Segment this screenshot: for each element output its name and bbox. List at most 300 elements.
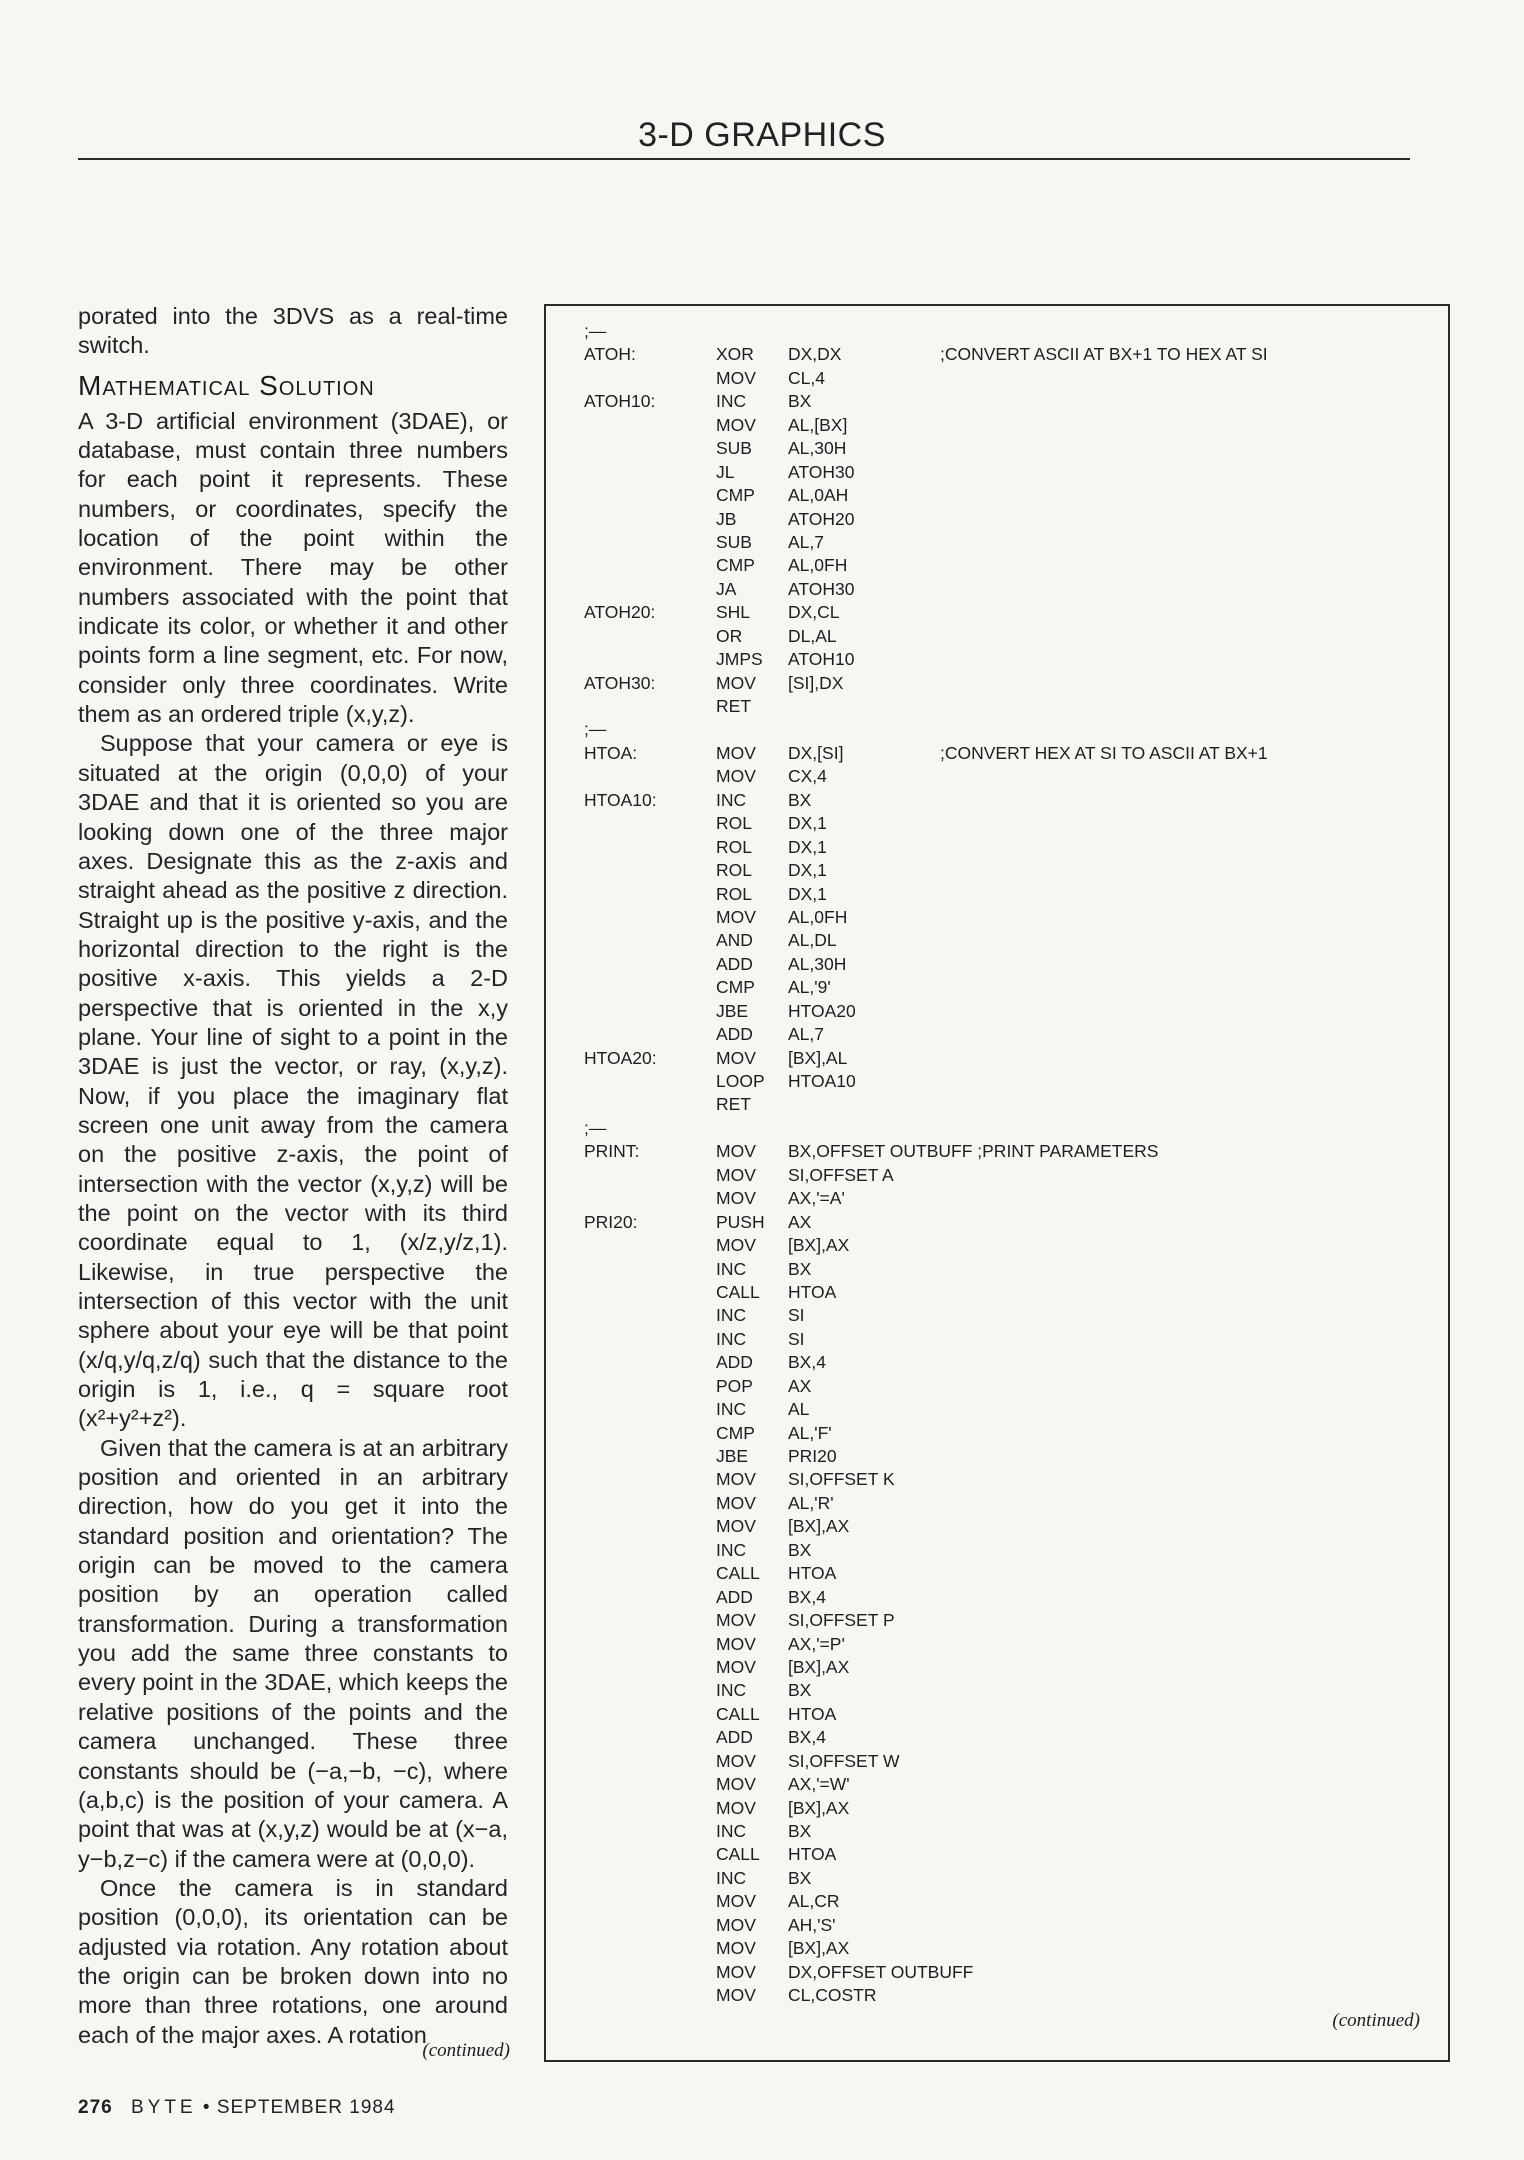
code-comment xyxy=(940,1187,1444,1210)
magazine-name: BYTE xyxy=(130,2097,197,2118)
code-comment xyxy=(940,1047,1444,1070)
code-opcode: MOV xyxy=(716,1774,756,1795)
code-operand: AL,'R' xyxy=(788,1492,834,1513)
code-operand: BX,4 xyxy=(788,1727,826,1748)
code-comment xyxy=(940,625,1444,648)
code-opcode: MOV xyxy=(716,1633,756,1654)
code-operand: BX,4 xyxy=(788,1586,826,1607)
code-opcode: RET xyxy=(716,696,751,716)
code-opcode: MOV xyxy=(716,766,756,787)
code-line xyxy=(584,437,1444,460)
code-comment xyxy=(940,1515,1444,1538)
code-operand: BX xyxy=(788,1821,812,1841)
code-opcode: ADD xyxy=(716,1352,753,1373)
code-label: ATOH: xyxy=(584,344,636,365)
code-label xyxy=(584,1609,716,1632)
code-opcode: MOV xyxy=(716,1047,756,1068)
code-opcode: ADD xyxy=(716,1727,753,1748)
code-label xyxy=(584,836,716,859)
code-label xyxy=(584,1422,716,1445)
code-line xyxy=(584,1539,1444,1562)
code-comment xyxy=(940,508,1444,531)
code-operand xyxy=(788,1093,940,1116)
code-line xyxy=(584,1679,1444,1702)
code-opcode: MOV xyxy=(716,1961,756,1982)
code-operand xyxy=(788,320,940,343)
code-label: HTOA20: xyxy=(584,1047,657,1068)
code-comment xyxy=(940,1890,1444,1913)
code-line xyxy=(584,1140,1444,1163)
code-opcode: CMP xyxy=(716,485,755,506)
code-opcode: CALL xyxy=(716,1563,760,1584)
code-comment xyxy=(940,1164,1444,1187)
code-operand: AX xyxy=(788,1375,812,1396)
code-comment xyxy=(940,1328,1444,1351)
code-comment xyxy=(940,672,1444,695)
code-comment xyxy=(940,1539,1444,1562)
code-label xyxy=(584,1515,716,1538)
code-label xyxy=(584,1750,716,1773)
code-comment xyxy=(940,1375,1444,1398)
code-opcode: POP xyxy=(716,1375,753,1396)
code-operand: AL,7 xyxy=(788,531,824,552)
code-operand: AL,CR xyxy=(788,1891,840,1912)
code-opcode: JB xyxy=(716,508,737,529)
code-comment xyxy=(940,1867,1444,1890)
code-line xyxy=(584,1492,1444,1515)
code-comment xyxy=(940,812,1444,835)
code-label xyxy=(584,1890,716,1913)
code-opcode: XOR xyxy=(716,344,754,365)
code-label xyxy=(584,554,716,577)
code-operand: ATOH20 xyxy=(788,508,855,529)
code-label: PRINT: xyxy=(584,1141,640,1162)
code-label xyxy=(584,437,716,460)
code-line xyxy=(584,1023,1444,1046)
code-label xyxy=(584,1726,716,1749)
code-comment xyxy=(940,718,1444,741)
code-line xyxy=(584,1117,1444,1140)
code-label xyxy=(584,367,716,390)
code-operand: AL xyxy=(788,1399,810,1420)
code-operand: PRI20 xyxy=(788,1446,837,1466)
footer-separator: • xyxy=(202,2097,211,2118)
code-line xyxy=(584,484,1444,507)
issue-date: SEPTEMBER 1984 xyxy=(216,2097,396,2118)
code-opcode: MOV xyxy=(716,906,756,927)
section-heading: Mathematical Solution xyxy=(78,369,375,401)
code-opcode: MOV xyxy=(716,1516,756,1537)
code-comment xyxy=(940,929,1444,952)
code-comment xyxy=(940,648,1444,671)
code-operand: HTOA10 xyxy=(788,1071,856,1091)
code-line xyxy=(584,1890,1444,1913)
code-operand: DL,AL xyxy=(788,625,837,646)
code-opcode: ADD xyxy=(716,953,753,974)
article-column xyxy=(78,302,508,2050)
code-opcode xyxy=(716,718,788,741)
code-line xyxy=(584,343,1444,366)
code-opcode: ROL xyxy=(716,813,752,834)
code-opcode: MOV xyxy=(716,414,756,435)
article-paragraph-continuation: porated into the 3DVS as a real-time switch. xyxy=(78,303,508,359)
code-line xyxy=(584,1703,1444,1726)
code-opcode: CALL xyxy=(716,1281,760,1302)
code-operand: AL,0FH xyxy=(788,555,848,576)
code-operand: [BX],AL xyxy=(788,1047,848,1068)
code-label xyxy=(584,1492,716,1515)
code-operand: AL,[BX] xyxy=(788,414,848,435)
code-opcode: MOV xyxy=(716,1492,756,1513)
code-line xyxy=(584,1422,1444,1445)
code-opcode: JMPS xyxy=(716,649,763,670)
code-comment xyxy=(940,1773,1444,1796)
code-label xyxy=(584,812,716,835)
code-comment xyxy=(940,1961,1444,1984)
code-line xyxy=(584,1726,1444,1749)
code-operand: CL,COSTR xyxy=(788,1985,877,2006)
code-operand: DX,DX xyxy=(788,344,842,365)
code-operand xyxy=(788,718,940,741)
code-label: ;— xyxy=(584,1117,607,1138)
code-opcode: INC xyxy=(716,1305,747,1326)
code-label xyxy=(584,1304,716,1327)
code-operand: DX,OFFSET OUTBUFF xyxy=(788,1961,974,1982)
code-label xyxy=(584,929,716,952)
code-operand: AL,30H xyxy=(788,438,847,459)
code-label xyxy=(584,1562,716,1585)
code-label xyxy=(584,531,716,554)
code-label xyxy=(584,1281,716,1304)
code-operand: AX,'=W' xyxy=(788,1774,850,1795)
code-comment xyxy=(940,953,1444,976)
code-opcode: AND xyxy=(716,930,753,951)
code-opcode: OR xyxy=(716,625,743,646)
code-opcode: JL xyxy=(716,461,735,482)
article-paragraph: Once the camera is in standard position (0,0,0), its orientation can be adjusted via rotation. Any rotation about the origin can be broken down into no more than three rotations, one around each of the major axes. A rotation xyxy=(78,1874,508,2048)
code-label xyxy=(584,461,716,484)
code-label xyxy=(584,1586,716,1609)
code-opcode: MOV xyxy=(716,1610,756,1631)
code-line xyxy=(584,695,1444,718)
code-label xyxy=(584,1375,716,1398)
code-comment xyxy=(940,1843,1444,1866)
code-listing xyxy=(584,320,1444,2008)
code-operand: AL,30H xyxy=(788,953,847,974)
code-label xyxy=(584,859,716,882)
code-comment xyxy=(940,1820,1444,1843)
code-label xyxy=(584,1187,716,1210)
code-line xyxy=(584,906,1444,929)
code-comment xyxy=(940,1703,1444,1726)
code-label xyxy=(584,1679,716,1702)
code-label xyxy=(584,1093,716,1116)
code-line xyxy=(584,414,1444,437)
code-operand: BX xyxy=(788,391,812,412)
code-comment xyxy=(940,859,1444,882)
code-label xyxy=(584,1914,716,1937)
code-line xyxy=(584,859,1444,882)
code-operand: AL,0FH xyxy=(788,906,848,927)
code-label: ATOH20: xyxy=(584,602,656,623)
code-comment xyxy=(940,1797,1444,1820)
code-opcode: ROL xyxy=(716,860,752,881)
code-opcode: MOV xyxy=(716,1750,756,1771)
code-comment xyxy=(940,976,1444,999)
code-comment xyxy=(940,836,1444,859)
code-operand: AX,'=P' xyxy=(788,1633,845,1654)
article-paragraph: Given that the camera is at an arbitrary position and oriented in an arbitrary direction, how do you get it into the standard position and orientation? The origin can be moved to the camera position by an operation called transformation. During a transformation you add the same three constants to every point in the 3DAE, which keeps the relative positions of the points and the camera unchanged. These three constants should be (−a,−b, −c), where (a,b,c) is the position of your camera. A point that was at (x,y,z) would be at (x−a, y−b,z−c) if the camera were at (0,0,0). xyxy=(78,1434,508,1872)
code-opcode: INC xyxy=(716,1539,747,1560)
code-comment xyxy=(940,414,1444,437)
code-line xyxy=(584,1000,1444,1023)
code-comment xyxy=(940,601,1444,624)
code-operand: SI,OFFSET K xyxy=(788,1469,895,1490)
code-operand: ATOH30 xyxy=(788,578,855,599)
code-line xyxy=(584,1515,1444,1538)
article-paragraph: Suppose that your camera or eye is situated at the origin (0,0,0) of your 3DAE and that it is oriented so you are looking down one of the three major axes. Designate this as the z-axis and straight ahead as the positive z direction. Straight up is the positive y-axis, and the horizontal direction to the right is the positive x-axis. This yields a 2-D perspective that is oriented in the x,y plane. Your line of sight to a point in the 3DAE is just the vector, or ray, (x,y,z). Now, if you place the imaginary flat screen one unit away from the camera on the positive z-axis, the point of intersection with the vector (x,y,z) will be the point on the vector with its third coordinate equal to 1, (x/z,y/z,1). Likewise, in true perspective the intersection of this vector with the unit sphere about your eye will be that point (x/q,y/q,z/q) such that the distance to the origin is 1, i.e., q = square root (x²+y²+z²). xyxy=(78,730,508,1432)
code-line xyxy=(584,1375,1444,1398)
code-opcode: MOV xyxy=(716,672,756,693)
code-line xyxy=(584,531,1444,554)
code-line xyxy=(584,1867,1444,1890)
code-line xyxy=(584,836,1444,859)
code-operand: HTOA20 xyxy=(788,1000,856,1021)
code-opcode: INC xyxy=(716,789,747,810)
code-comment xyxy=(940,1984,1444,2007)
code-operand: HTOA xyxy=(788,1844,837,1865)
code-opcode: ADD xyxy=(716,1586,753,1607)
code-operand: SI,OFFSET P xyxy=(788,1610,895,1631)
code-comment xyxy=(940,1351,1444,1374)
code-opcode: INC xyxy=(716,1821,747,1841)
code-operand: [BX],AX xyxy=(788,1938,850,1959)
code-comment xyxy=(940,1304,1444,1327)
code-comment xyxy=(940,1937,1444,1960)
code-label xyxy=(584,1023,716,1046)
code-line xyxy=(584,390,1444,413)
code-line xyxy=(584,765,1444,788)
code-label: ATOH30: xyxy=(584,672,656,693)
code-line xyxy=(584,578,1444,601)
code-comment xyxy=(940,1633,1444,1656)
code-comment xyxy=(940,461,1444,484)
code-comment xyxy=(940,1726,1444,1749)
code-label xyxy=(584,906,716,929)
code-operand xyxy=(788,695,940,718)
code-line xyxy=(584,1398,1444,1421)
code-line xyxy=(584,1843,1444,1866)
code-opcode: RET xyxy=(716,1094,751,1115)
code-operand: SI xyxy=(788,1305,805,1326)
code-line xyxy=(584,1234,1444,1257)
code-comment xyxy=(940,1398,1444,1421)
code-operand: CX,4 xyxy=(788,766,827,787)
code-line xyxy=(584,461,1444,484)
code-opcode: INC xyxy=(716,1680,747,1701)
code-operand: AH,'S' xyxy=(788,1914,836,1935)
code-comment xyxy=(940,1656,1444,1679)
code-label xyxy=(584,1656,716,1679)
code-opcode: CMP xyxy=(716,555,755,576)
code-opcode: MOV xyxy=(716,1164,756,1185)
code-label: ;— xyxy=(584,719,607,740)
code-line xyxy=(584,1984,1444,2007)
code-operand: HTOA xyxy=(788,1281,837,1302)
code-operand: HTOA xyxy=(788,1563,837,1584)
code-comment xyxy=(940,1445,1444,1468)
code-label xyxy=(584,1070,716,1093)
code-label xyxy=(584,648,716,671)
code-label xyxy=(584,953,716,976)
code-label xyxy=(584,1773,716,1796)
code-comment xyxy=(940,484,1444,507)
code-opcode: MOV xyxy=(716,742,756,763)
code-operand: AL,DL xyxy=(788,930,837,951)
code-operand: [SI],DX xyxy=(788,672,844,693)
code-label xyxy=(584,1445,716,1468)
code-comment xyxy=(940,1140,1444,1163)
code-line xyxy=(584,1586,1444,1609)
code-opcode: PUSH xyxy=(716,1211,765,1232)
header-rule xyxy=(78,158,1410,160)
code-line xyxy=(584,1328,1444,1351)
code-line xyxy=(584,1070,1444,1093)
code-opcode: SUB xyxy=(716,531,752,552)
code-label xyxy=(584,1258,716,1281)
code-label xyxy=(584,1351,716,1374)
code-line xyxy=(584,1914,1444,1937)
code-line xyxy=(584,718,1444,741)
code-opcode: ADD xyxy=(716,1024,753,1045)
code-operand: SI,OFFSET W xyxy=(788,1750,900,1771)
code-comment xyxy=(940,1750,1444,1773)
code-operand xyxy=(788,1117,940,1140)
code-comment xyxy=(940,1000,1444,1023)
running-header-title: 3-D GRAPHICS xyxy=(638,116,886,154)
code-comment: ;CONVERT HEX AT SI TO ASCII AT BX+1 xyxy=(940,742,1268,763)
code-operand: DX,CL xyxy=(788,602,840,623)
code-label xyxy=(584,1703,716,1726)
code-line xyxy=(584,1961,1444,1984)
code-operand: [BX],AX xyxy=(788,1235,850,1256)
code-opcode: SHL xyxy=(716,602,751,623)
code-operand: AL,'F' xyxy=(788,1422,832,1443)
code-line xyxy=(584,1773,1444,1796)
code-label xyxy=(584,508,716,531)
code-opcode: ROL xyxy=(716,883,752,904)
code-opcode: INC xyxy=(716,1258,747,1279)
code-label xyxy=(584,883,716,906)
code-label xyxy=(584,578,716,601)
code-label xyxy=(584,1539,716,1562)
page-number: 276 xyxy=(78,2097,113,2118)
code-opcode: MOV xyxy=(716,367,756,388)
code-comment xyxy=(940,1679,1444,1702)
code-line xyxy=(584,1304,1444,1327)
code-operand: HTOA xyxy=(788,1703,837,1724)
code-line xyxy=(584,1750,1444,1773)
code-line xyxy=(584,1820,1444,1843)
code-opcode: MOV xyxy=(716,1235,756,1256)
code-comment xyxy=(940,695,1444,718)
code-comment xyxy=(940,1117,1444,1140)
code-opcode: INC xyxy=(716,1328,747,1349)
code-label xyxy=(584,1398,716,1421)
code-comment xyxy=(940,531,1444,554)
code-operand: CL,4 xyxy=(788,367,825,388)
code-comment xyxy=(940,1258,1444,1281)
code-operand: SI xyxy=(788,1328,805,1349)
code-opcode: MOV xyxy=(716,1469,756,1490)
code-operand: [BX],AX xyxy=(788,1797,850,1818)
code-operand: AL,0AH xyxy=(788,485,849,506)
code-line xyxy=(584,1656,1444,1679)
code-line xyxy=(584,320,1444,343)
code-line xyxy=(584,601,1444,624)
code-opcode: MOV xyxy=(716,1188,756,1209)
code-operand: [BX],AX xyxy=(788,1516,850,1537)
code-line xyxy=(584,1281,1444,1304)
code-opcode: INC xyxy=(716,1867,747,1888)
code-line xyxy=(584,508,1444,531)
code-label xyxy=(584,1867,716,1890)
code-label xyxy=(584,625,716,648)
code-label xyxy=(584,976,716,999)
code-label xyxy=(584,1328,716,1351)
code-label: ;— xyxy=(584,321,607,341)
code-opcode: JBE xyxy=(716,1446,749,1466)
code-opcode: CALL xyxy=(716,1703,760,1724)
code-opcode: MOV xyxy=(716,1141,756,1162)
code-comment xyxy=(940,765,1444,788)
code-line xyxy=(584,1164,1444,1187)
code-line xyxy=(584,883,1444,906)
code-operand: BX xyxy=(788,1680,812,1701)
article-paragraph: A 3-D artificial environment (3DAE), or database, must contain three numbers for each point it represents. These numbers, or coordinates, specify the location of the point within the environment. There may be other numbers associated with the point that indicate its color, or whether it and other points form a line segment, etc. For now, consider only three coordinates. Write them as an ordered triple (x,y,z). xyxy=(78,407,508,728)
code-line xyxy=(584,812,1444,835)
code-operand: ATOH10 xyxy=(788,649,855,670)
code-label xyxy=(584,1234,716,1257)
code-comment xyxy=(940,1093,1444,1116)
code-comment xyxy=(940,1914,1444,1937)
code-label xyxy=(584,484,716,507)
code-label xyxy=(584,695,716,718)
code-line xyxy=(584,929,1444,952)
code-opcode: SUB xyxy=(716,438,752,459)
code-line xyxy=(584,1187,1444,1210)
code-operand: BX xyxy=(788,1258,812,1279)
code-comment xyxy=(940,1234,1444,1257)
code-opcode: MOV xyxy=(716,1891,756,1912)
code-line xyxy=(584,1562,1444,1585)
code-line xyxy=(584,1633,1444,1656)
code-opcode: ROL xyxy=(716,836,752,857)
code-comment xyxy=(940,578,1444,601)
code-label xyxy=(584,1633,716,1656)
code-operand: AX xyxy=(788,1211,812,1232)
code-label xyxy=(584,1961,716,1984)
code-opcode xyxy=(716,1117,788,1140)
code-line xyxy=(584,672,1444,695)
code-line xyxy=(584,1211,1444,1234)
code-label xyxy=(584,765,716,788)
code-line xyxy=(584,742,1444,765)
code-operand: AX,'=A' xyxy=(788,1188,845,1209)
code-comment xyxy=(940,554,1444,577)
code-label xyxy=(584,1797,716,1820)
listing-continued-note: (continued) xyxy=(1332,2010,1420,2031)
